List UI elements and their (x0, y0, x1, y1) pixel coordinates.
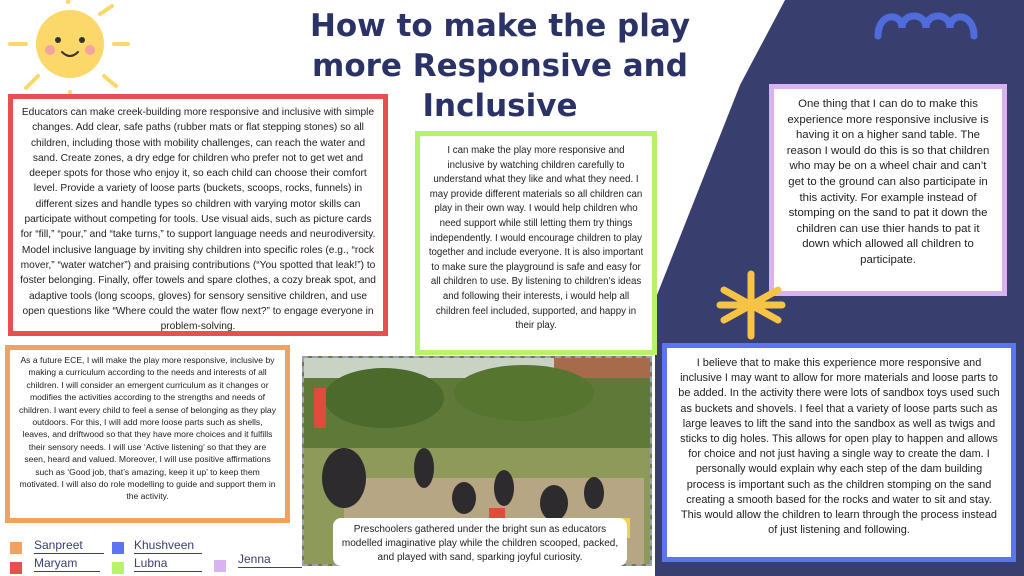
legend-swatch-khushveen (112, 542, 124, 554)
asterisk-star-icon (716, 270, 786, 340)
legend-name-sanpreet: Sanpreet (34, 538, 104, 554)
legend-name-khushveen: Khushveen (134, 538, 202, 554)
text-box-orange (5, 345, 290, 523)
photo-caption: Preschoolers gathered under the bright sun as educators modelled imaginative play while the children scooped, packed, and played with sand, sparking joyful curiosity. (333, 518, 627, 566)
text-box-red-content: Educators can make creek-building more responsive and inclusive with simple changes. Add clear, safe paths (rubber mats or flat stepping stones) so all children, including those with mobility challenges, can reach the water and sand. Create zones, a dry edge for children who prefer not to get wet and deeper spots for those who enjoy it, so each child can choose their comfort level. Provide a variety of loose parts (buckets, scoops, rocks, funnels) in different sizes and handle types so children with varying motor skills can participate without competing for tools. Use visual aids, such as picture cards for “fill,” “pour,” and “take turns,” to support language needs and neurodiversity. Model inclusive language by inviting shy children into specific roles (e.g., “rock mover,” “water watcher”) and praising contributions (“You spotted that leak!”) to foster belonging. Finally, offer towels and spare clothes, a cozy break spot, and adaptive tools (long scoops, gloves) for sensory sensitive children, and use open questions like “Where could the water flow next?” to engage everyone in problem-solving. (20, 107, 376, 333)
legend-name-jenna: Jenna (238, 552, 302, 568)
text-box-red (8, 94, 388, 336)
legend-swatch-maryam (10, 562, 22, 574)
text-box-blue (662, 343, 1016, 562)
text-box-blue-content: I believe that to make this experience more responsive and inclusive I may want to allow for more materials and loose parts to be added. In the activity there were lots of sandbox toys used such as buckets and shovels. I feel that a variety of loose parts such as large leaves to lift the sand into the sandbox as well as twigs and sticks to dig holes. This allows for open play to happen and allows for choice and not just having a single way to create the dam. I personally would explain why each step of the dam building process is important such as the children stomping on the sand creating a smooth based for the rocks and water to sit and stay. This would allow the children to learn through the process instead of just listening and following. (678, 357, 1000, 537)
legend-name-maryam: Maryam (34, 556, 100, 572)
text-box-green-content: I can make the play more responsive and inclusive by watching children carefully to understand what they like and what they need. I may provide different materials so all children can play in their own way. I would help children who need support while still letting them try things independently. I would encourage children to play together and include everyone. It is also important to make sure the playground is safe and easy for all children to use. By listening to children’s ideas and following their interests, i would help all children feel included, supported, and happy in their play. (428, 145, 644, 332)
text-box-purple (769, 84, 1007, 296)
wave-squiggle-icon (872, 4, 982, 44)
legend-swatch-sanpreet (10, 542, 22, 554)
text-box-purple-content: One thing that I can do to make this experience more responsive inclusive is having it on a higher sand table. The reason I would do this is so that children who may be on a wheel chair and can’t get to the ground can also participate in this activity. For example instead of stomping on the sand to pat it down the children can use thier hands to pat it down which allowed all children to participate. (786, 98, 990, 266)
legend-name-lubna: Lubna (134, 556, 202, 572)
legend-swatch-jenna (214, 560, 226, 572)
text-box-orange-content: As a future ECE, I will make the play more responsive, inclusive by making a curriculum according to the needs and interests of all children. I will consider an emergent curriculum as it changes or modifies the activities according to the strengths and needs of children. I want every child to feel a sense of belonging as they play outdoors. For this, I will add more loose parts such as shells, leaves, and driftwood so that they have more choices and it fulfills their sensory needs. I will use ‘Active listening’ so that they are seen, heard and valued. Moreover, I will use positive affirmations such as ‘Good job, that’s amazing, keep it up’ to keep them motivated. I will also do role modelling to guide and support them in the activity. (18, 355, 276, 502)
page-title: How to make the play more Responsive and Inclusive (309, 8, 691, 124)
text-box-green (415, 131, 657, 355)
legend-swatch-lubna (112, 562, 124, 574)
